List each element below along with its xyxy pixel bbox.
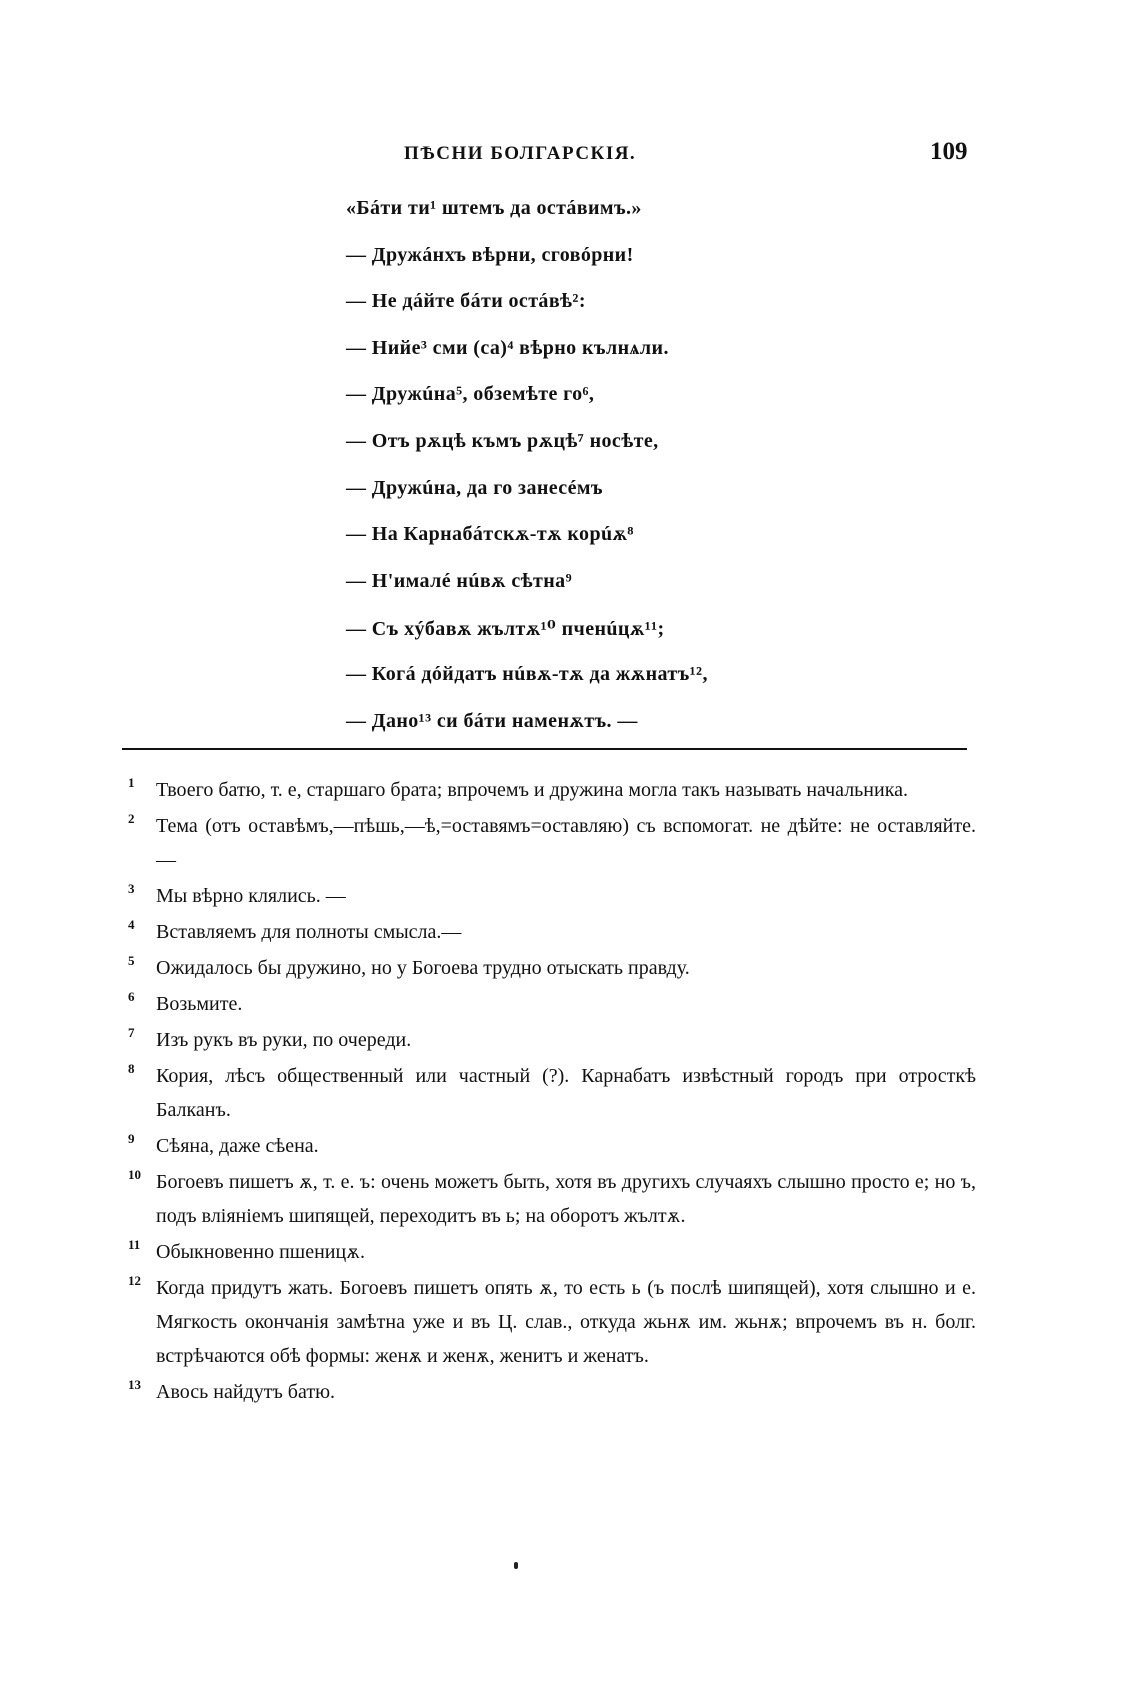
footnote-text: Изъ рукъ въ руки, по очереди. <box>156 1029 412 1051</box>
footnote <box>128 1129 976 1163</box>
footnote-text: Мы вѣрно клялись. — <box>156 885 346 907</box>
footnote <box>128 1375 976 1409</box>
footnote-number: 1 <box>128 775 135 790</box>
verse-line: «Бáти ти¹ штемъ да остáвимъ.» <box>346 197 642 219</box>
footnote <box>128 1165 976 1233</box>
verse-line: — Когá дóйдатъ нúвѫ-тѫ да жѫнатъ¹², <box>346 662 708 685</box>
footnote <box>128 1271 976 1373</box>
footnotes <box>128 773 976 1411</box>
footnote-number: 6 <box>128 989 135 1004</box>
footnote-number: 8 <box>128 1061 135 1076</box>
footnote-text: Тема (отъ оставѣмъ,—пѣшь,—ѣ,=оставямъ=оставляю) съ вспомогат. не дѣйте: не оставляйте.— <box>156 815 976 871</box>
verse-line: — Дружúна, да го занесéмъ <box>346 476 603 499</box>
footnote-number: 10 <box>128 1167 141 1182</box>
footnote-text: Ожидалось бы дружино, но у Богоева трудно отыскать правду. <box>156 957 690 979</box>
footnote <box>128 951 976 985</box>
footnote-number: 7 <box>128 1025 135 1040</box>
verse-line: — Дружáнхъ вѣрни, сговóрни! <box>346 243 634 266</box>
footnote-number: 2 <box>128 811 135 826</box>
footnote-text: Кория, лѣсъ общественный или частный (?). Карнабатъ извѣстный городъ при отросткѣ Балканъ. <box>156 1065 976 1121</box>
page-number: 109 <box>930 138 968 165</box>
footnote-number: 4 <box>128 917 135 932</box>
footnote <box>128 809 976 877</box>
song-verse <box>346 197 1046 756</box>
verse-line: — Дружúна⁵, обземѣте го⁶, <box>346 383 595 406</box>
verse-line: — Отъ рѫцѣ къмъ рѫцѣ⁷ носѣте, <box>346 429 659 452</box>
footnote <box>128 987 976 1021</box>
footnote <box>128 773 976 807</box>
footnote <box>128 915 976 949</box>
verse-line: — Н'ималé нúвѫ сѣтна⁹ <box>346 569 572 592</box>
footnote-text: Вставляемъ для полноты смысла.— <box>156 921 462 943</box>
running-title: ПѢСНИ БОЛГАРСКІЯ. <box>404 143 637 164</box>
footnote-text: Богоевъ пишетъ ѫ, т. е. ъ: очень можетъ быть, хотя въ другихъ случаяхъ слышно просто е; но ъ, подъ вліяніемъ шипящей, переходитъ въ ь; на оборотъ жълтѫ. <box>156 1171 976 1227</box>
footnote-number: 12 <box>128 1273 141 1288</box>
footnote-number: 3 <box>128 881 135 896</box>
footnote-text: Возьмите. <box>156 993 243 1015</box>
verse-line: — Нийе³ сми (са)⁴ вѣрно кълнѧли. <box>346 336 669 359</box>
footnote <box>128 879 976 913</box>
footnote <box>128 1023 976 1057</box>
footnote-text: Когда придутъ жать. Богоевъ пишетъ опять ѫ, то есть ь (ъ послѣ шипящей), хотя слышно и е. Мягкость окончанія замѣтна уже и въ Ц. слав., откуда жьнѫ им. жьнѫ; впрочемъ въ н. болг. встрѣчаются обѣ формы: женѫ и женѫ, женитъ и женатъ. <box>156 1277 976 1367</box>
verse-line: — Съ хýбавѫ жълтѫ¹⁰ пченúцѫ¹¹; <box>346 618 665 641</box>
footnote-number: 9 <box>128 1131 135 1146</box>
footnote-text: Твоего батю, т. е, старшаго брата; впрочемъ и дружина могла такъ называть начальника. <box>156 779 909 801</box>
footnote-text: Сѣяна, даже сѣена. <box>156 1135 319 1157</box>
footnote-number: 5 <box>128 953 135 968</box>
verse-line: — Дано¹³ си бáти наменѫтъ. — <box>346 709 638 732</box>
footnote <box>128 1235 976 1269</box>
footnote-separator-rule <box>122 748 967 750</box>
footnote-number: 11 <box>128 1237 141 1252</box>
verse-line: — На Карнабáтскѫ-тѫ корúѫ⁸ <box>346 523 634 546</box>
ink-speck <box>514 1562 518 1569</box>
footnote-number: 13 <box>128 1377 141 1392</box>
footnote-text: Обыкновенно пшеницѫ. <box>156 1241 365 1263</box>
footnote-text: Авось найдутъ батю. <box>156 1381 336 1403</box>
verse-line: — Не дáйте бáти остáвѣ²: <box>346 290 586 313</box>
footnote <box>128 1059 976 1127</box>
